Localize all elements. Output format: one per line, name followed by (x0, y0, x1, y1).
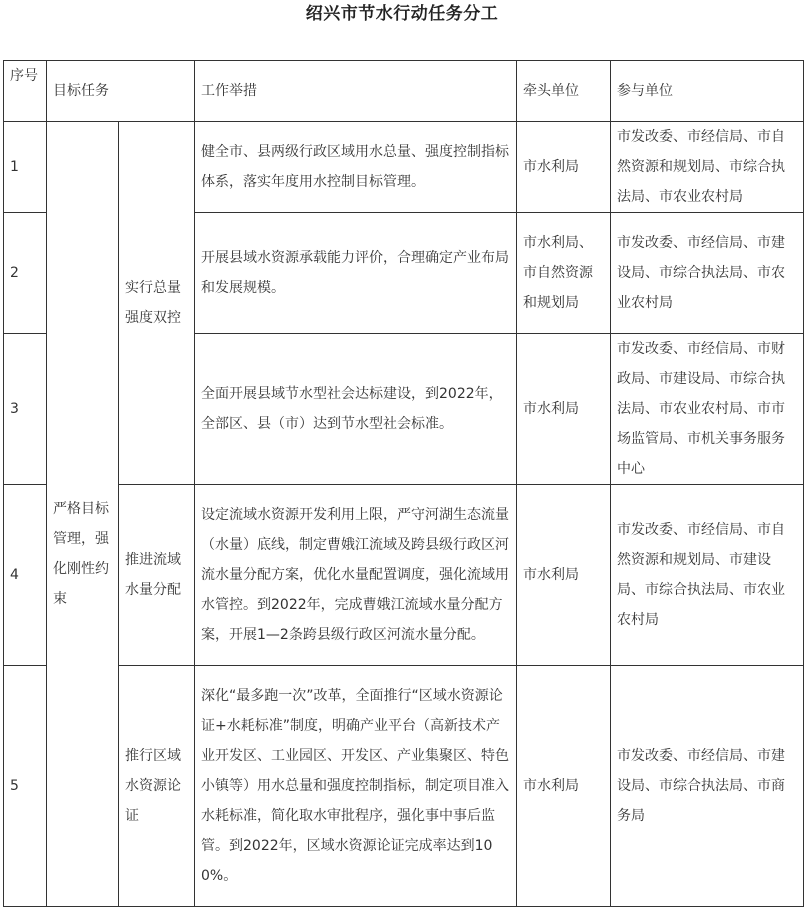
table-row (4, 666, 804, 907)
row-participants: 市发改委、市经信局、市财政局、市建设局、市综合执法局、市农业农村局、市市场监管局、市机关事务服务中心 (611, 334, 804, 485)
row-measure: 全面开展县域节水型社会达标建设，到2022年，全部区、县（市）达到节水型社会标准。 (195, 334, 517, 485)
header-measures: 工作举措 (195, 61, 517, 122)
goal-cell: 严格目标管理，强化刚性约束 (47, 122, 119, 907)
header-participants: 参与单位 (611, 61, 804, 122)
row-participants: 市发改委、市经信局、市建设局、市综合执法局、市商务局 (611, 666, 804, 907)
subtask-cell: 实行总量强度双控 (119, 122, 195, 485)
subtask-cell: 推进流域水量分配 (119, 485, 195, 666)
row-measure: 开展县域水资源承载能力评价，合理确定产业布局和发展规模。 (195, 213, 517, 334)
row-lead: 市水利局 (517, 122, 611, 213)
header-goal: 目标任务 (47, 61, 195, 122)
row-seq: 2 (4, 213, 47, 334)
row-participants: 市发改委、市经信局、市自然资源和规划局、市综合执法局、市农业农村局 (611, 122, 804, 213)
page-title: 绍兴市节水行动任务分工 (305, 4, 499, 24)
table-row (4, 122, 804, 213)
row-measure: 健全市、县两级行政区域用水总量、强度控制指标体系，落实年度用水控制目标管理。 (195, 122, 517, 213)
row-lead: 市水利局 (517, 334, 611, 485)
row-lead: 市水利局 (517, 485, 611, 666)
row-seq: 5 (4, 666, 47, 907)
subtask-cell: 推行区域水资源论证 (119, 666, 195, 907)
table-header-row (4, 61, 804, 122)
row-participants: 市发改委、市经信局、市建设局、市综合执法局、市农业农村局 (611, 213, 804, 334)
row-lead: 市水利局、市自然资源和规划局 (517, 213, 611, 334)
task-table (3, 60, 804, 907)
header-seq: 序号 (4, 61, 47, 122)
table-row (4, 485, 804, 666)
row-seq: 4 (4, 485, 47, 666)
row-measure: 设定流域水资源开发利用上限，严守河湖生态流量（水量）底线，制定曹娥江流域及跨县级行政区河流水量分配方案，优化水量配置调度，强化流域用水管控。到2022年，完成曹娥江流域水量分配方案，开展1—2条跨县级行政区河流水量分配。 (195, 485, 517, 666)
header-lead: 牵头单位 (517, 61, 611, 122)
row-participants: 市发改委、市经信局、市自然资源和规划局、市建设局、市综合执法局、市农业农村局 (611, 485, 804, 666)
row-seq: 1 (4, 122, 47, 213)
row-seq: 3 (4, 334, 47, 485)
row-measure: 深化“最多跑一次”改革，全面推行“区域水资源论证+水耗标准”制度，明确产业平台（高新技术产业开发区、工业园区、开发区、产业集聚区、特色小镇等）用水总量和强度控制指标，制定项目准入水耗标准，简化取水审批程序，强化事中事后监管。到2022年，区域水资源论证完成率达到100%。 (195, 666, 517, 907)
row-lead: 市水利局 (517, 666, 611, 907)
